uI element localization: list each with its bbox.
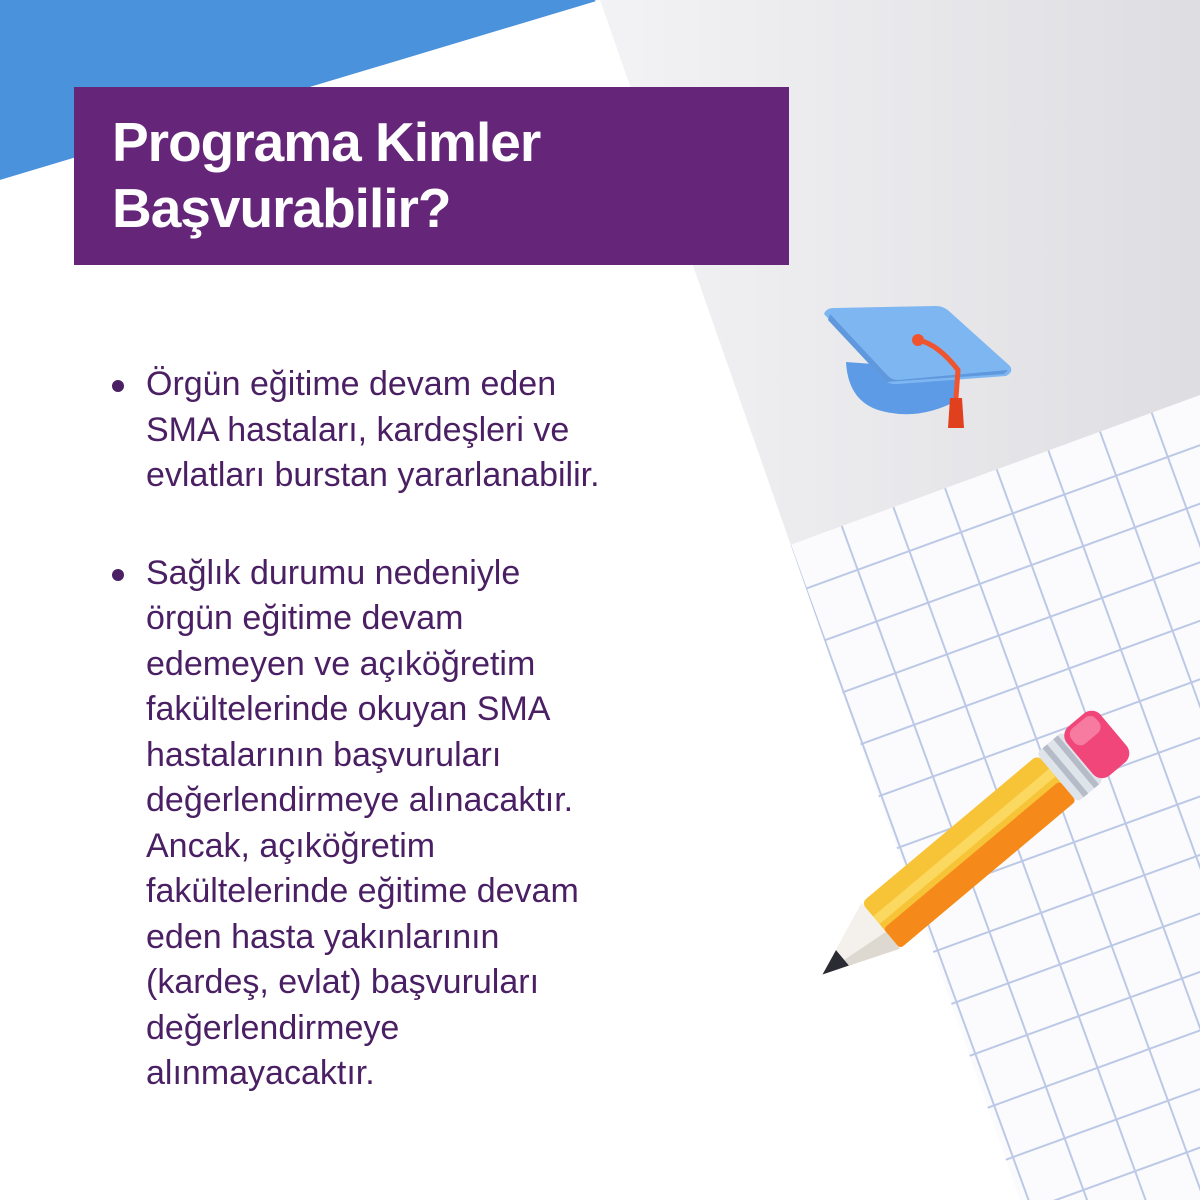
list-item-line: eden hasta yakınlarının bbox=[146, 917, 500, 956]
list-item-line: fakültelerinde eğitime devam bbox=[146, 872, 579, 910]
list-item-line: Ancak, açıköğretim bbox=[146, 826, 436, 865]
bullet-dot-icon bbox=[112, 569, 124, 581]
list-item-line: edemeyen ve açıköğretim bbox=[146, 644, 536, 683]
list-item bbox=[112, 551, 752, 1097]
list-item-line: SMA hastaları, kardeşleri ve bbox=[146, 410, 570, 449]
list-item-line: (kardeş, evlat) başvuruları bbox=[146, 963, 540, 1001]
title-banner bbox=[74, 87, 789, 265]
list-item-line: hastalarının başvuruları bbox=[146, 735, 502, 774]
list-item-line: Örgün eğitime devam eden bbox=[146, 365, 557, 403]
page-title-line-1: Programa Kimler bbox=[112, 111, 541, 173]
list-item-line: değerlendirmeye bbox=[146, 1008, 400, 1047]
eligibility-list bbox=[112, 362, 752, 1097]
list-item-line: evlatları burstan yararlanabilir. bbox=[146, 456, 600, 494]
list-item bbox=[112, 362, 752, 499]
list-item-line: alınmayacaktır. bbox=[146, 1054, 375, 1092]
pencil-icon bbox=[780, 690, 1150, 1020]
page-title-line-2: Başvurabilir? bbox=[112, 177, 451, 239]
list-item-line: fakültelerinde okuyan SMA bbox=[146, 690, 551, 728]
list-item-line: örgün eğitime devam bbox=[146, 599, 464, 637]
list-item-line: değerlendirmeye alınacaktır. bbox=[146, 781, 574, 819]
graduation-cap-icon bbox=[818, 300, 1018, 440]
list-item-line: Sağlık durumu nedeniyle bbox=[146, 553, 521, 592]
bullet-dot-icon bbox=[112, 380, 124, 392]
